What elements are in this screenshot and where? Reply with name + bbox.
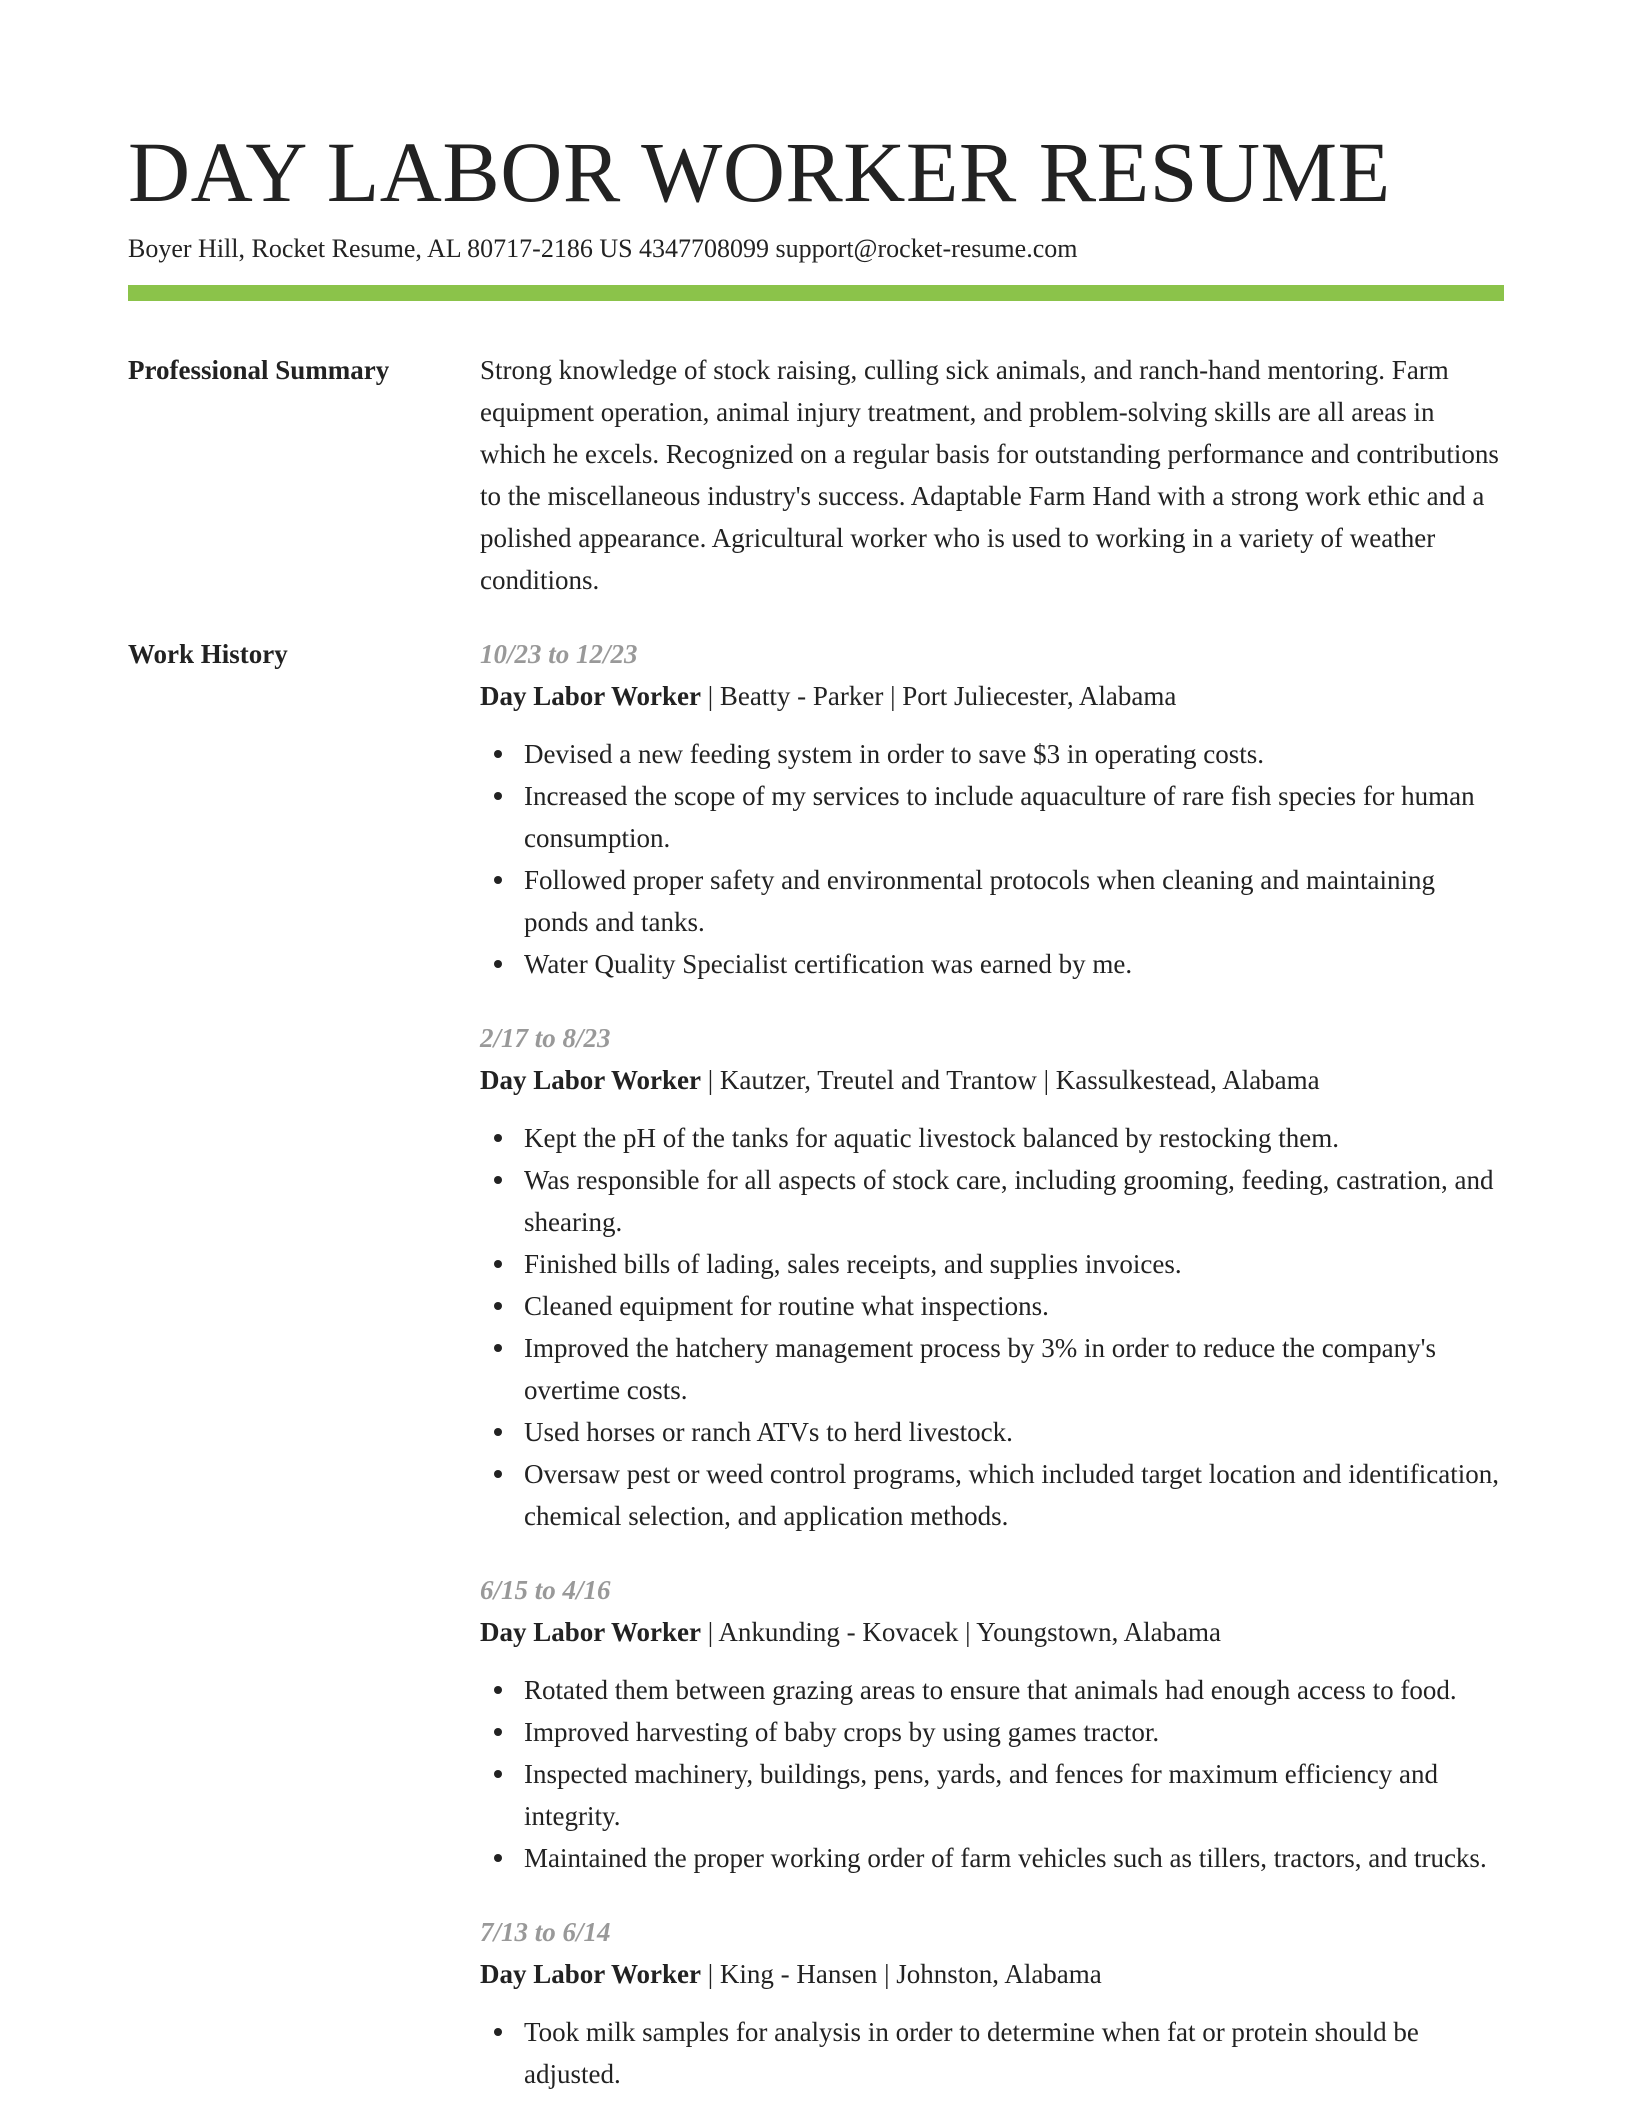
job-bullet: Kept the pH of the tanks for aquatic livestock balanced by restocking them. [524,1117,1504,1159]
job-details: | Ankunding - Kovacek | Youngstown, Alabama [701,1617,1222,1647]
job-title: Day Labor Worker [480,1959,702,1989]
job-bullets [480,1669,1504,1879]
contact-info: Boyer Hill, Rocket Resume, AL 80717-2186 US 4347708099 support@rocket-resume.com [128,234,1078,263]
job-details: | Kautzer, Treutel and Trantow | Kassulkestead, Alabama [701,1065,1320,1095]
job-bullets [480,2011,1504,2095]
job-entry [480,1569,1504,1879]
summary-label: Professional Summary [128,355,390,385]
job-heading [480,675,1504,717]
job-bullet: Inspected machinery, buildings, pens, yards, and fences for maximum efficiency and integrity. [524,1753,1504,1837]
job-title: Day Labor Worker [480,1617,702,1647]
job-bullet: Cleaned equipment for routine what inspections. [524,1285,1504,1327]
job-bullet: Improved harvesting of baby crops by using games tractor. [524,1711,1504,1753]
resume-title: DAY LABOR WORKER RESUME [128,124,1391,220]
job-bullet: Followed proper safety and environmental protocols when cleaning and maintaining ponds and tanks. [524,859,1504,943]
job-title: Day Labor Worker [480,681,702,711]
job-dates: 10/23 to 12/23 [480,639,638,669]
job-details: | King - Hansen | Johnston, Alabama [701,1959,1102,1989]
job-dates: 2/17 to 8/23 [480,1023,611,1053]
job-bullets [480,733,1504,985]
job-entry [480,1017,1504,1537]
summary-text: Strong knowledge of stock raising, culling sick animals, and ranch-hand mentoring. Farm equipment operation, animal injury treatment, and problem-solving skills are all areas in which he excels. Recognized on a regular basis for outstanding performance and contributions to the miscellaneous industry's success. Adaptable Farm Hand with a strong work ethic and a polished appearance. Agricultural worker who is used to working in a variety of weather conditions. [480,355,1499,595]
job-bullet: Oversaw pest or weed control programs, which included target location and identification, chemical selection, and application methods. [524,1453,1504,1537]
job-details: | Beatty - Parker | Port Juliecester, Alabama [701,681,1177,711]
work-history-label: Work History [128,639,288,669]
job-bullet: Rotated them between grazing areas to ensure that animals had enough access to food. [524,1669,1504,1711]
job-bullets [480,1117,1504,1537]
job-bullet: Devised a new feeding system in order to save $3 in operating costs. [524,733,1504,775]
header-divider [128,285,1504,301]
job-bullet: Maintained the proper working order of farm vehicles such as tillers, tractors, and trucks. [524,1837,1504,1879]
job-bullet: Finished bills of lading, sales receipts, and supplies invoices. [524,1243,1504,1285]
job-title: Day Labor Worker [480,1065,702,1095]
job-bullet: Increased the scope of my services to include aquaculture of rare fish species for human consumption. [524,775,1504,859]
job-bullet: Was responsible for all aspects of stock care, including grooming, feeding, castration, and shearing. [524,1159,1504,1243]
job-bullet: Improved the hatchery management process by 3% in order to reduce the company's overtime costs. [524,1327,1504,1411]
summary-content [480,349,1504,601]
job-heading [480,1059,1504,1101]
job-dates: 7/13 to 6/14 [480,1917,611,1947]
job-heading [480,1953,1504,1995]
job-bullet: Used horses or ranch ATVs to herd livestock. [524,1411,1504,1453]
job-entry [480,1911,1504,2095]
job-bullet: Water Quality Specialist certification was earned by me. [524,943,1504,985]
work-history-content [480,633,1504,2112]
job-dates: 6/15 to 4/16 [480,1575,611,1605]
job-bullet: Took milk samples for analysis in order to determine when fat or protein should be adjusted. [524,2011,1504,2095]
job-entry [480,633,1504,985]
job-heading [480,1611,1504,1653]
